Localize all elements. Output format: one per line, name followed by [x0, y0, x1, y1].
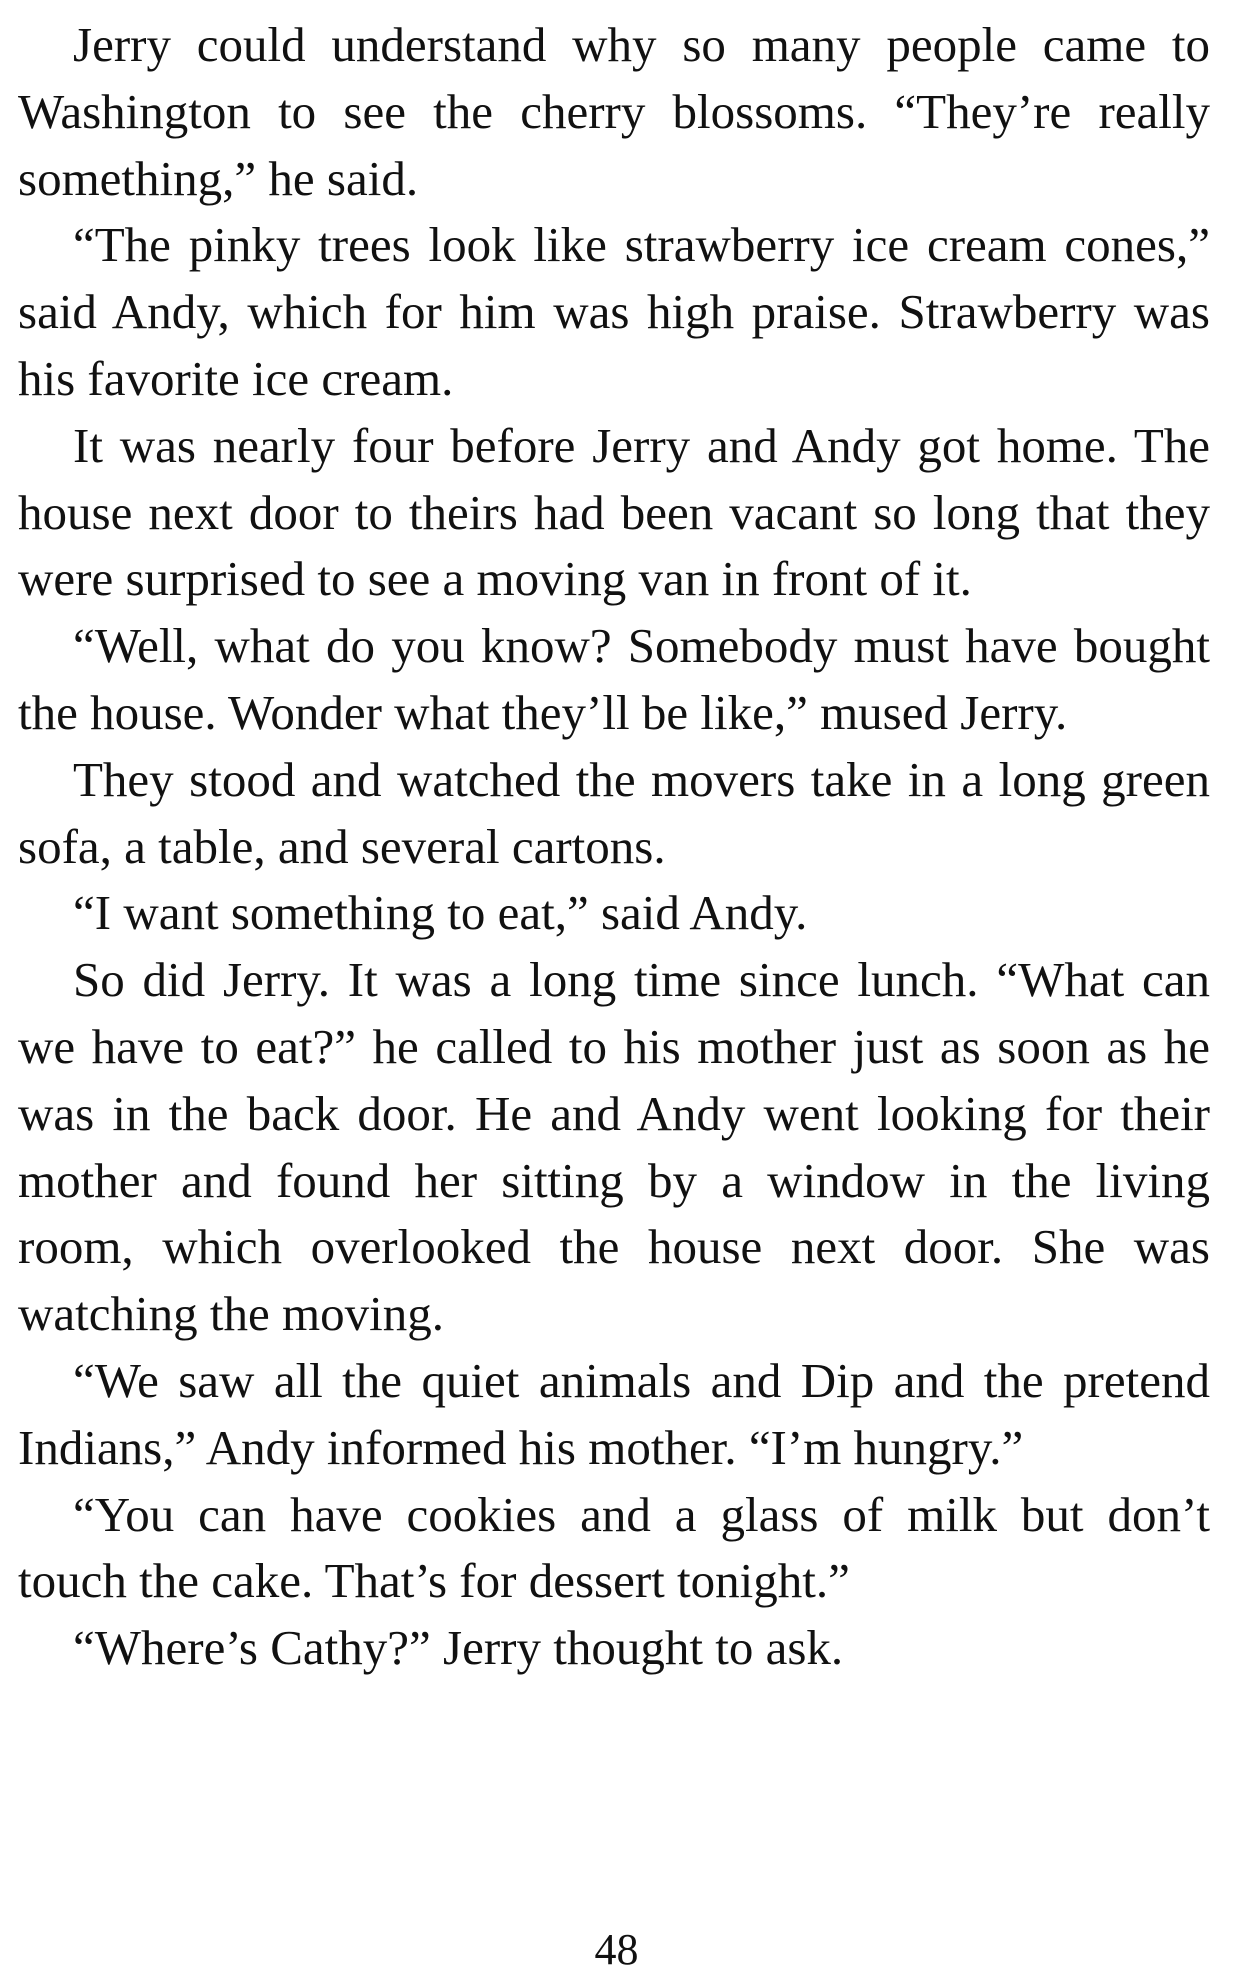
paragraph: They stood and watched the movers take in a long green sofa, a table, and several cartons.	[18, 751, 1210, 874]
paragraph: “Well, what do you know? Somebody must have bought the house. Wonder what they’ll be like,” mused Jerry.	[18, 618, 1210, 740]
paragraph: “The pinky trees look like strawberry ice cream cones,” said Andy, which for him was high praise. Strawberry was his favorite ice cream.	[18, 217, 1210, 406]
paragraph: “You can have cookies and a glass of milk but don’t touch the cake. That’s for dessert tonight.”	[18, 1486, 1210, 1609]
paragraph: “I want something to eat,” said Andy.	[73, 885, 808, 941]
page-number: 48	[594, 1925, 639, 1974]
paragraph: So did Jerry. It was a long time since lunch. “What can we have to eat?” he called to his mother just as soon as he was in the back door. He and Andy went looking for their mother and found her sitting by a window in the living room, which overlooked the house next door. She was watching the moving.	[18, 952, 1210, 1342]
paragraph: “We saw all the quiet animals and Dip and the pretend Indians,” Andy informed his mother. “I’m hungry.”	[18, 1352, 1210, 1475]
paragraph: Jerry could understand why so many people came to Washington to see the cherry blossoms. “They’re really something,” he said.	[18, 17, 1210, 206]
paragraph: “Where’s Cathy?” Jerry thought to ask.	[73, 1620, 844, 1676]
paragraph: It was nearly four before Jerry and Andy got home. The house next door to theirs had been vacant so long that they were surprised to see a moving van in front of it.	[18, 417, 1210, 607]
body-text	[18, 12, 1210, 1682]
